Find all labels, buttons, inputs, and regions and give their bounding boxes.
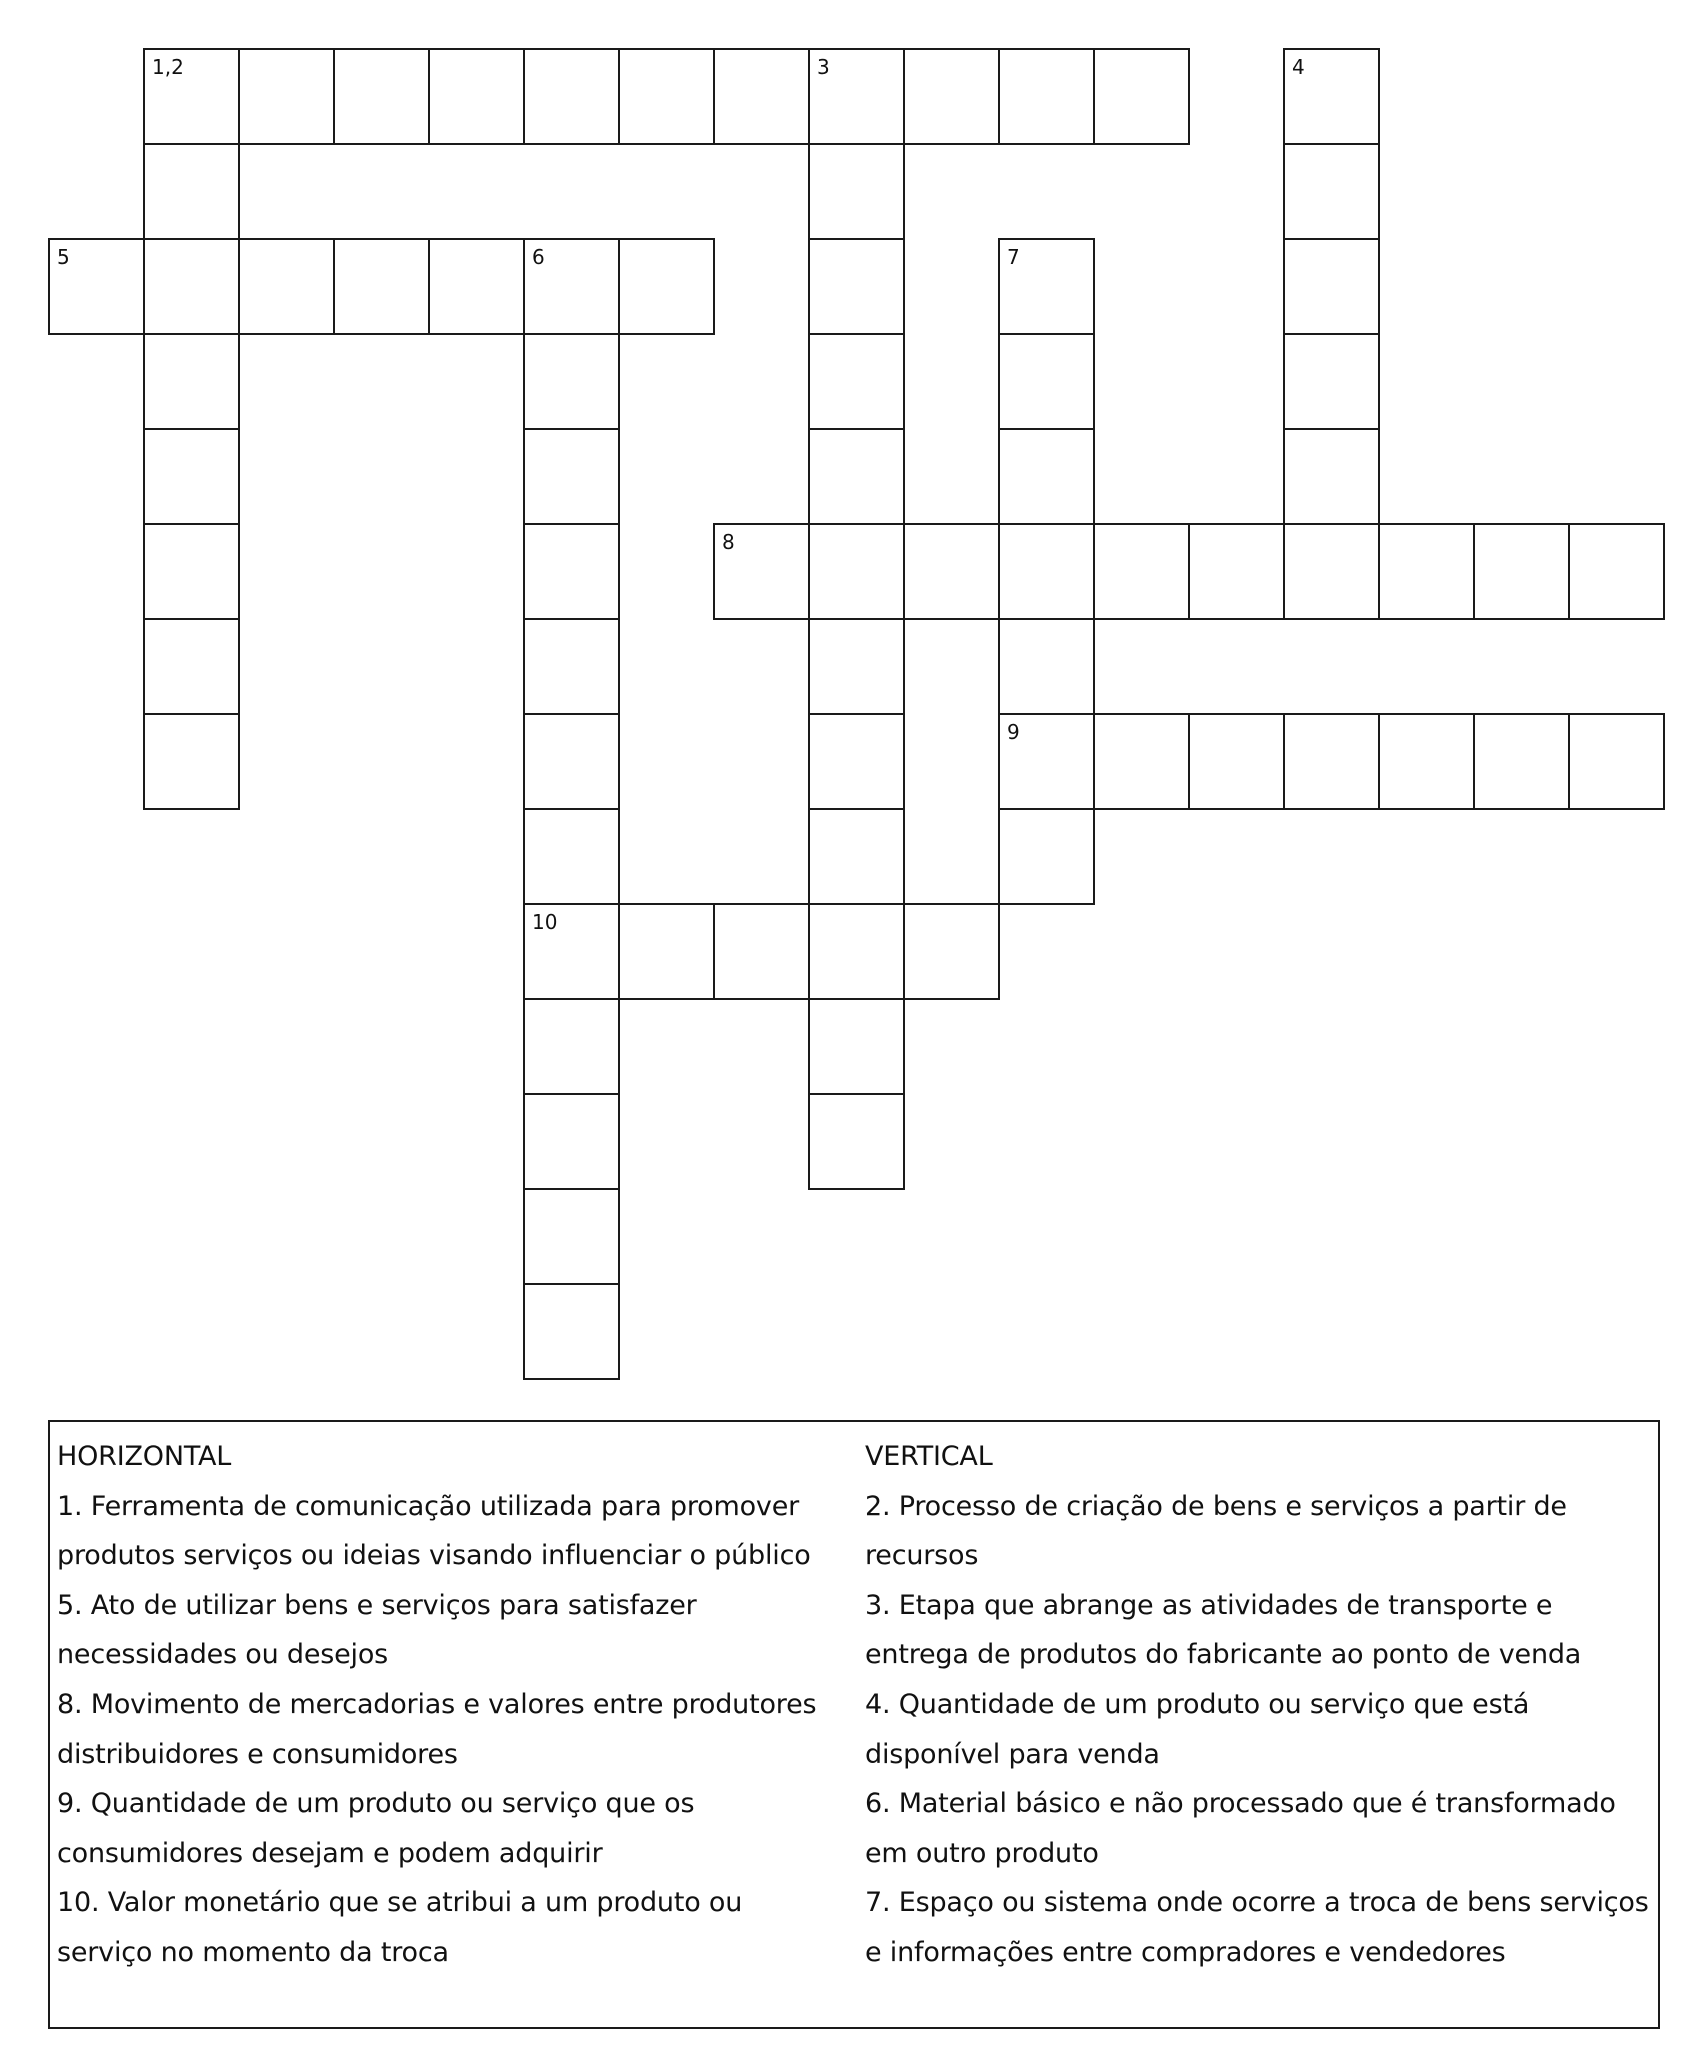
horizontal-clues xyxy=(57,1432,857,1978)
grid-cell[interactable] xyxy=(1283,713,1380,810)
cell-number: 7 xyxy=(1007,245,1020,269)
grid-cell[interactable] xyxy=(808,238,905,335)
clue-line: distribuidores e consumidores xyxy=(57,1738,458,1770)
grid-cell[interactable] xyxy=(523,1283,620,1380)
grid-cell[interactable] xyxy=(1283,333,1380,430)
grid-cell[interactable] xyxy=(523,1188,620,1285)
grid-cell[interactable] xyxy=(143,428,240,525)
grid-cell[interactable] xyxy=(998,428,1095,525)
grid-cell[interactable] xyxy=(523,1093,620,1190)
grid-cell[interactable] xyxy=(1473,713,1570,810)
clue-line: 7. Espaço ou sistema onde ocorre a troca de bens serviços xyxy=(865,1887,1649,1919)
grid-cell[interactable] xyxy=(428,238,525,335)
grid-cell[interactable] xyxy=(808,48,905,145)
clue-line: 1. Ferramenta de comunicação utilizada para promover xyxy=(57,1490,800,1522)
grid-cell[interactable] xyxy=(808,523,905,620)
grid-cell[interactable] xyxy=(903,48,1000,145)
grid-cell[interactable] xyxy=(998,333,1095,430)
grid-cell[interactable] xyxy=(808,333,905,430)
grid-cell[interactable] xyxy=(998,523,1095,620)
clue-line: 5. Ato de utilizar bens e serviços para satisfazer xyxy=(57,1589,697,1621)
vertical-clues xyxy=(865,1432,1655,1978)
grid-cell[interactable] xyxy=(1283,48,1380,145)
clue-line: serviço no momento da troca xyxy=(57,1936,449,1968)
grid-cell[interactable] xyxy=(1093,48,1190,145)
grid-cell[interactable] xyxy=(48,238,145,335)
grid-cell[interactable] xyxy=(1283,143,1380,240)
grid-cell[interactable] xyxy=(618,48,715,145)
clue-line: 3. Etapa que abrange as atividades de transporte e xyxy=(865,1589,1553,1621)
grid-cell[interactable] xyxy=(523,523,620,620)
grid-cell[interactable] xyxy=(808,998,905,1095)
grid-cell[interactable] xyxy=(523,238,620,335)
grid-cell[interactable] xyxy=(1378,523,1475,620)
grid-cell[interactable] xyxy=(143,618,240,715)
grid-cell[interactable] xyxy=(333,48,430,145)
grid-cell[interactable] xyxy=(808,1093,905,1190)
grid-cell[interactable] xyxy=(523,618,620,715)
horizontal-heading: HORIZONTAL xyxy=(57,1441,232,1472)
grid-cell[interactable] xyxy=(143,333,240,430)
grid-cell[interactable] xyxy=(998,713,1095,810)
clue-line: 8. Movimento de mercadorias e valores entre produtores xyxy=(57,1688,817,1720)
grid-cell[interactable] xyxy=(523,428,620,525)
grid-cell[interactable] xyxy=(143,713,240,810)
grid-cell[interactable] xyxy=(1093,523,1190,620)
cell-number: 4 xyxy=(1292,55,1305,79)
grid-cell[interactable] xyxy=(1378,713,1475,810)
clues-box xyxy=(48,1420,1660,2029)
grid-cell[interactable] xyxy=(618,238,715,335)
cell-number: 1,2 xyxy=(152,55,184,79)
clue-line: disponível para venda xyxy=(865,1738,1160,1770)
cell-number: 3 xyxy=(817,55,830,79)
clue-line: necessidades ou desejos xyxy=(57,1639,389,1671)
clue-line: recursos xyxy=(865,1540,979,1572)
cell-number: 5 xyxy=(57,245,70,269)
clue-line: 6. Material básico e não processado que é transformado xyxy=(865,1788,1616,1820)
clue-line: produtos serviços ou ideias visando influenciar o público xyxy=(57,1540,811,1572)
grid-cell[interactable] xyxy=(1473,523,1570,620)
grid-cell[interactable] xyxy=(903,903,1000,1000)
clue-line: em outro produto xyxy=(865,1837,1099,1869)
cell-number: 9 xyxy=(1007,720,1020,744)
grid-cell[interactable] xyxy=(333,238,430,335)
clue-line: consumidores desejam e podem adquirir xyxy=(57,1837,603,1869)
grid-cell[interactable] xyxy=(808,808,905,905)
grid-cell[interactable] xyxy=(523,808,620,905)
grid-cell[interactable] xyxy=(808,428,905,525)
grid-cell[interactable] xyxy=(1283,238,1380,335)
grid-cell[interactable] xyxy=(808,143,905,240)
grid-cell[interactable] xyxy=(1093,713,1190,810)
grid-cell[interactable] xyxy=(1568,523,1665,620)
grid-cell[interactable] xyxy=(143,238,240,335)
grid-cell[interactable] xyxy=(523,48,620,145)
grid-cell[interactable] xyxy=(1283,428,1380,525)
clue-line: 2. Processo de criação de bens e serviços a partir de xyxy=(865,1490,1567,1522)
grid-cell[interactable] xyxy=(998,48,1095,145)
cell-number: 10 xyxy=(532,910,558,934)
grid-cell[interactable] xyxy=(143,143,240,240)
grid-cell[interactable] xyxy=(1188,523,1285,620)
grid-cell[interactable] xyxy=(523,998,620,1095)
grid-cell[interactable] xyxy=(998,618,1095,715)
grid-cell[interactable] xyxy=(238,238,335,335)
grid-cell[interactable] xyxy=(1188,713,1285,810)
grid-cell[interactable] xyxy=(143,523,240,620)
grid-cell[interactable] xyxy=(713,523,810,620)
grid-cell[interactable] xyxy=(618,903,715,1000)
clue-line: entrega de produtos do fabricante ao ponto de venda xyxy=(865,1639,1582,1671)
clue-line: 4. Quantidade de um produto ou serviço que está xyxy=(865,1688,1530,1720)
grid-cell[interactable] xyxy=(713,48,810,145)
clue-line: 9. Quantidade de um produto ou serviço que os xyxy=(57,1788,695,1820)
grid-cell[interactable] xyxy=(808,903,905,1000)
grid-cell[interactable] xyxy=(998,808,1095,905)
grid-cell[interactable] xyxy=(523,903,620,1000)
grid-cell[interactable] xyxy=(523,333,620,430)
grid-cell[interactable] xyxy=(1283,523,1380,620)
vertical-heading: VERTICAL xyxy=(865,1441,993,1472)
grid-cell[interactable] xyxy=(428,48,525,145)
grid-cell[interactable] xyxy=(808,618,905,715)
grid-cell[interactable] xyxy=(523,713,620,810)
grid-cell[interactable] xyxy=(903,523,1000,620)
cell-number: 6 xyxy=(532,245,545,269)
cell-number: 8 xyxy=(722,530,735,554)
grid-cell[interactable] xyxy=(1568,713,1665,810)
clue-line: e informações entre compradores e vendedores xyxy=(865,1936,1506,1968)
grid-cell[interactable] xyxy=(143,48,240,145)
grid-cell[interactable] xyxy=(808,713,905,810)
clue-line: 10. Valor monetário que se atribui a um produto ou xyxy=(57,1887,743,1919)
grid-cell[interactable] xyxy=(713,903,810,1000)
grid-cell[interactable] xyxy=(998,238,1095,335)
grid-cell[interactable] xyxy=(238,48,335,145)
